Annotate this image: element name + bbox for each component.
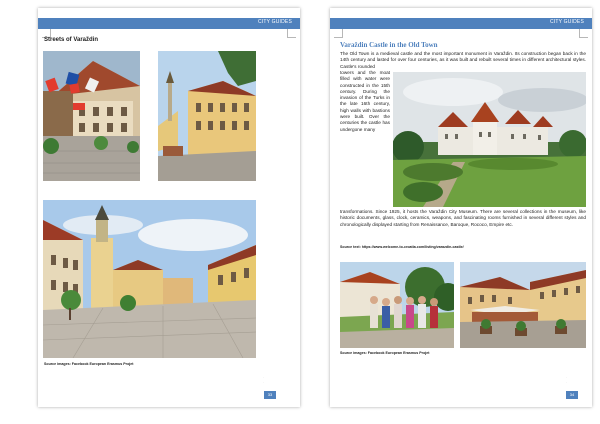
image-source-caption: Source images: Facebook European Erasmus Projet <box>340 351 430 355</box>
image-source-caption: Source images: Facebook European Erasmus Projet <box>44 362 134 366</box>
corner-mark <box>287 29 296 38</box>
corner-mark <box>579 29 588 38</box>
page-number: 33 <box>264 391 276 399</box>
street-photo-1 <box>43 51 140 181</box>
market-photo <box>460 262 586 348</box>
square-photo <box>43 200 256 358</box>
article-body: transformations. Since 1925, it hosts the Varaždin City Museum. There are several collections in the museum, like historic documents, glass, clock, ceramics, weapons, and fascinating rooms furnished in several different styles and chronologically displayed starting from Renaissance, Baroque, Rococo, Empire etc. <box>340 209 586 227</box>
corner-mark <box>334 29 343 38</box>
footer-dots: · · <box>566 375 567 384</box>
footer-dots: · · <box>263 375 264 384</box>
right-page <box>330 8 592 407</box>
group-photo <box>340 262 454 348</box>
header-label: CITY GUIDES <box>257 19 292 25</box>
page-number: 34 <box>566 391 578 399</box>
castle-photo <box>393 72 586 207</box>
left-page <box>38 8 300 407</box>
street-photo-2 <box>158 51 256 181</box>
article-wrapped-text: towers and the moat filled with water were constructed in the 15th century. During the invasion of the Turks in the late 16th century, high walls with bastions were built. Over the centuries the castle has undergone many <box>340 70 390 132</box>
header-label: CITY GUIDES <box>549 19 584 25</box>
article-title: Varaždin Castle in the Old Town <box>340 41 438 49</box>
article-intro: The Old Town is a medieval castle and the most important monument in Varaždin. Its construction began back in the 14th century and lasted for over four centuries, as it was built and rebuilt several times in different architectural styles. Castle's rounded <box>340 51 586 69</box>
header-bar <box>38 18 300 29</box>
section-title: Streets of Varaždin <box>44 37 99 43</box>
text-source-caption: Source text: https://www.welcome-to-croatia.com/listing/varazdin-castle/ <box>340 245 464 249</box>
header-bar <box>330 18 592 29</box>
